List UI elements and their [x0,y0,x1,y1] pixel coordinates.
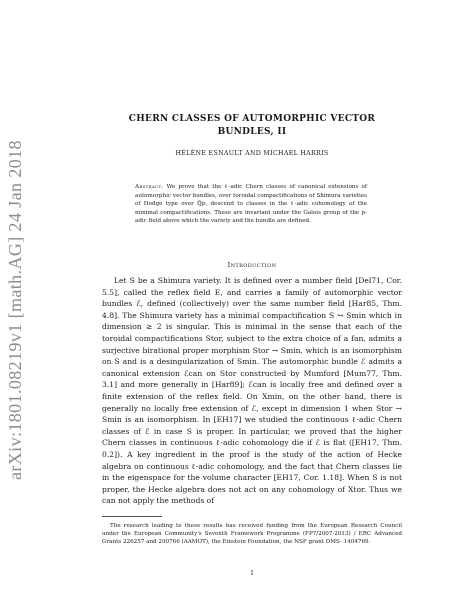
abstract [135,183,367,226]
abstract-heading: Abstract. [135,184,164,190]
page-number: 1 [250,570,254,577]
section-heading: Introduction [227,261,277,269]
paper-authors: HÉLÈNE ESNAULT AND MICHAEL HARRIS [175,150,329,157]
footnote: The research leading to these results has received funding from the European Research Council under the European Community's Seventh Framework Programme (FP7/2007-2013) / ERC Advanced Grants 226257 and 290766 (AAMOT), the Einstein Foundation, the NSF grant DMS- 1404769. [102,523,402,546]
abstract-text: We prove that the ℓ-adic Chern classes of canonical extensions of automorphic vector bundles, over toroidal compactifications of Shimura varieties of Hodge type over ℚ̄p, descend to classes in the ℓ-adic cohomology of the minimal compactifications. These are invariant under the Galois group of the p-adic field above which the variety and the bundle are defined. [135,184,367,225]
footnote-rule [102,516,162,517]
paper-title: CHERN CLASSES OF AUTOMORPHIC VECTOR BUNDLES, II [128,114,376,137]
body-paragraph: Let S be a Shimura variety. It is defined over a number field [Del71, Cor. 5.5], called the reflex field E, and carries a family of automorphic vector bundles ℰ, defined (collectively) over the same number field [Har85, Thm. 4.8]. The Shimura variety has a minimal compactification S ↪ Smin which in dimension ≥ 2 is singular. This is minimal in the sense that each of the toroidal compactifications Stor, subject to the extra choice of a fan, admits a surjective birational proper morphism Stor → Smin, which is an isomorphism on S and is a desingularization of Smin. The automorphic bundle ℰ admits a canonical extension ℰcan on Stor constructed by Mumford [Mum77, Thm. 3.1] and more generally in [Har89]; ℰcan is locally free and defined over a finite extension of the reflex field. On Xmin, on the other hand, there is generally no locally free extension of ℰ, except in dimension 1 when Stor → Smin is an isomorphism. In [EH17] we studied the continuous ℓ-adic Chern classes of ℰ in case S is proper. In particular, we proved that the higher Chern classes in continuous ℓ-adic cohomology die if ℰ is flat ([EH17, Thm. 0.2]). A key ingredient in the proof is the study of the action of Hecke algebra on continuous ℓ-adic cohomology, and the fact that Chern classes lie in the eigenspace for the volume character [EH17, Cor. 1.18]. When S is not proper, the Hecke algebra does not act on any cohomology of Xtor. Thus we can not apply the methods of [102,276,402,506]
arxiv-stamp: arXiv:1801.08219v1 [math.AG] 24 Jan 2018 [5,140,25,480]
